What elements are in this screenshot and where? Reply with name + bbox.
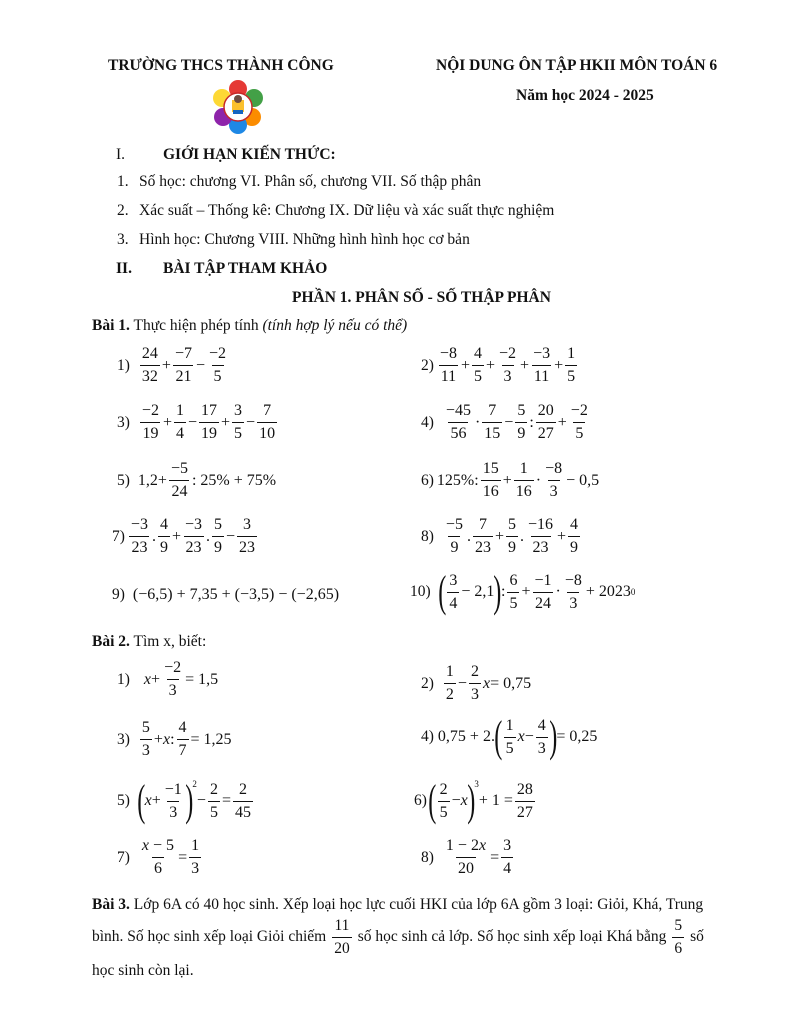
exercise-1-problem-1 xyxy=(117,346,230,385)
exercise-2-problem-2 xyxy=(421,664,531,703)
list-item: Xác suất – Thống kê: Chương IX. Dữ liệu và xác suất thực nghiệm xyxy=(139,202,555,219)
section-1-number: I. xyxy=(116,146,126,163)
problem-number: 4) xyxy=(421,413,434,431)
exercise-text: Lớp 6A có 40 học sinh. Xếp loại học lực cuối HKI của lớp 6A gồm 3 loại: Giỏi, Khá, Trung xyxy=(133,896,704,913)
math-expression: ( $\frac{2}{5}$ − x ) 3 + 1 = $\frac{28}{27}$ xyxy=(428,776,533,825)
exercise-1-problem-5 xyxy=(117,461,276,500)
list-item-number: 2. xyxy=(117,202,129,219)
math-expression: 1,2+ $\frac{-5}{24}$ : 25% + 75% xyxy=(137,460,277,500)
school-year: Năm học 2024 - 2025 xyxy=(516,87,654,104)
math-expression: $\frac{-8}{11}$ + $\frac{4}{5}$ + $\frac{-2}{3}$ + $\frac{-3}{11}$ + $\frac{1}{5}$ xyxy=(439,345,576,385)
numerator: 5 xyxy=(674,917,683,934)
math-expression: $\frac{-45}{56}$ · $\frac{7}{15}$ − $\frac{5}{9}$ : $\frac{20}{27}$ + $\frac{-2}{5}$ xyxy=(445,402,588,442)
exercise-1-problem-2 xyxy=(421,346,579,385)
exercise-text: bình. Số học sinh xếp loại Giỏi chiếm xyxy=(92,928,327,945)
exercise-1-problem-6 xyxy=(421,461,599,500)
exercise-2-problem-3 xyxy=(117,720,232,759)
exercise-note: (tính hợp lý nếu có thể) xyxy=(262,317,408,334)
exercise-2-heading xyxy=(92,633,206,651)
math-expression: ( $\frac{3}{4}$ − 2,1 ) : $\frac{6}{5}$ + $\frac{-1}{24}$ · $\frac{-8}{3}$ + 2023 0 xyxy=(437,567,636,616)
denominator: 20 xyxy=(332,937,352,957)
exercise-2-problem-4 xyxy=(421,712,598,761)
exercise-3-line-2 xyxy=(92,918,704,956)
exercise-2-problem-7 xyxy=(117,838,203,877)
list-item-number: 1. xyxy=(117,173,129,190)
math-expression: $\frac{-5}{9}$ . $\frac{7}{23}$ + $\frac{5}{9}$ . $\frac{-16}{23}$ + $\frac{4}{9}$ xyxy=(445,516,579,556)
numerator: 11 xyxy=(334,917,350,934)
exercise-2-problem-6 xyxy=(414,776,537,825)
problem-number: 3) xyxy=(117,413,130,431)
denominator: 6 xyxy=(672,937,684,957)
problem-number: 8) xyxy=(421,848,434,866)
exercise-label: Bài 3. xyxy=(92,896,130,913)
exercise-2-problem-8 xyxy=(421,838,515,877)
math-expression: (−6,5) + 7,35 + (−3,5) − (−2,65) xyxy=(132,586,340,603)
math-expression: $\frac{-2}{19}$ + $\frac{1}{4}$ − $\frac{17}{19}$ + $\frac{3}{5}$ − $\frac{7}{10}$ xyxy=(141,402,276,442)
school-logo xyxy=(211,80,265,134)
exercise-text: số học sinh cả lớp. Số học sinh xếp loại Khá bằng xyxy=(357,928,667,945)
section-2-title: BÀI TẬP THAM KHẢO xyxy=(163,260,328,277)
exercise-label: Bài 2. xyxy=(92,633,130,650)
section-2-number: II. xyxy=(116,260,132,277)
math-expression: 125%: $\frac{15}{16}$ + $\frac{1}{16}$ · $\frac{-8}{3}$ − 0,5 xyxy=(436,460,600,500)
problem-number: 4) xyxy=(421,728,434,745)
problem-number: 1) xyxy=(117,670,130,688)
math-expression: $\frac{-3}{23}$ . $\frac{4}{9}$ + $\frac{-3}{23}$ . $\frac{5}{9}$ − $\frac{3}{23}$ xyxy=(130,516,256,556)
exercise-3-line-3: học sinh còn lại. xyxy=(92,962,194,979)
problem-number: 5) xyxy=(117,471,130,489)
exercise-1-heading xyxy=(92,317,407,335)
fraction xyxy=(332,918,352,956)
problem-number: 6) xyxy=(414,792,427,809)
math-expression: $\frac{1}{2}$ − $\frac{2}{3}$ x = 0,75 xyxy=(445,663,532,703)
section-1-title: GIỚI HẠN KIẾN THỨC: xyxy=(163,146,336,163)
problem-number: 6) xyxy=(421,471,434,489)
problem-number: 2) xyxy=(421,356,434,374)
list-item-number: 3. xyxy=(117,231,129,248)
list-item: Hình học: Chương VIII. Những hình hình học cơ bản xyxy=(139,231,470,248)
exercise-1-problem-3 xyxy=(117,403,279,442)
problem-number: 3) xyxy=(117,730,130,748)
problem-number: 9) xyxy=(112,586,125,603)
exercise-label: Bài 1. xyxy=(92,317,130,334)
math-expression: 0,75 + 2. ( $\frac{1}{5}$ x − $\frac{4}{3}$ ) = 0,25 xyxy=(437,712,598,761)
problem-number: 10) xyxy=(410,583,431,600)
problem-number: 2) xyxy=(421,674,434,692)
math-expression: ( x + $\frac{-1}{3}$ ) 2 − $\frac{2}{5}$ = $\frac{2}{45}$ xyxy=(137,776,251,825)
problem-number: 8) xyxy=(421,527,434,545)
problem-number: 7) xyxy=(112,527,125,545)
exercise-1-problem-10 xyxy=(410,567,636,616)
exercise-3-line-1 xyxy=(92,896,756,914)
exercise-1-problem-7 xyxy=(112,517,259,556)
document-title: NỘI DUNG ÔN TẬP HKII MÔN TOÁN 6 xyxy=(436,57,718,74)
exercise-text: Thực hiện phép tính xyxy=(133,317,259,334)
exercise-1-problem-8 xyxy=(421,517,582,556)
part-1-title: PHẦN 1. PHÂN SỐ - SỐ THẬP PHÂN xyxy=(292,289,551,306)
exercise-1-problem-4 xyxy=(421,403,592,442)
school-name: TRƯỜNG THCS THÀNH CÔNG xyxy=(108,57,334,74)
math-expression: $\frac{24}{32}$ + $\frac{-7}{21}$ − $\frac{-2}{5}$ xyxy=(141,345,227,385)
exercise-2-problem-1 xyxy=(117,660,218,699)
problem-number: 5) xyxy=(117,792,130,809)
math-expression: $\frac{1 - 2x}{20}$ = $\frac{3}{4}$ xyxy=(445,837,512,877)
math-expression: x + $\frac{-2}{3}$ = 1,5 xyxy=(143,659,219,699)
fraction xyxy=(672,918,684,956)
problem-number: 1) xyxy=(117,356,130,374)
list-item: Số học: chương VI. Phân số, chương VII. Số thập phân xyxy=(139,173,482,190)
problem-number: 7) xyxy=(117,848,130,866)
math-expression: $\frac{x - 5}{6}$ = $\frac{1}{3}$ xyxy=(141,837,200,877)
exercise-1-problem-9 xyxy=(112,586,339,604)
exercise-text: Tìm x, biết: xyxy=(133,633,207,650)
exercise-text: số xyxy=(690,928,704,945)
math-expression: $\frac{5}{3}$ + x : $\frac{4}{7}$ = 1,25 xyxy=(141,719,232,759)
exercise-2-problem-5 xyxy=(117,776,255,825)
